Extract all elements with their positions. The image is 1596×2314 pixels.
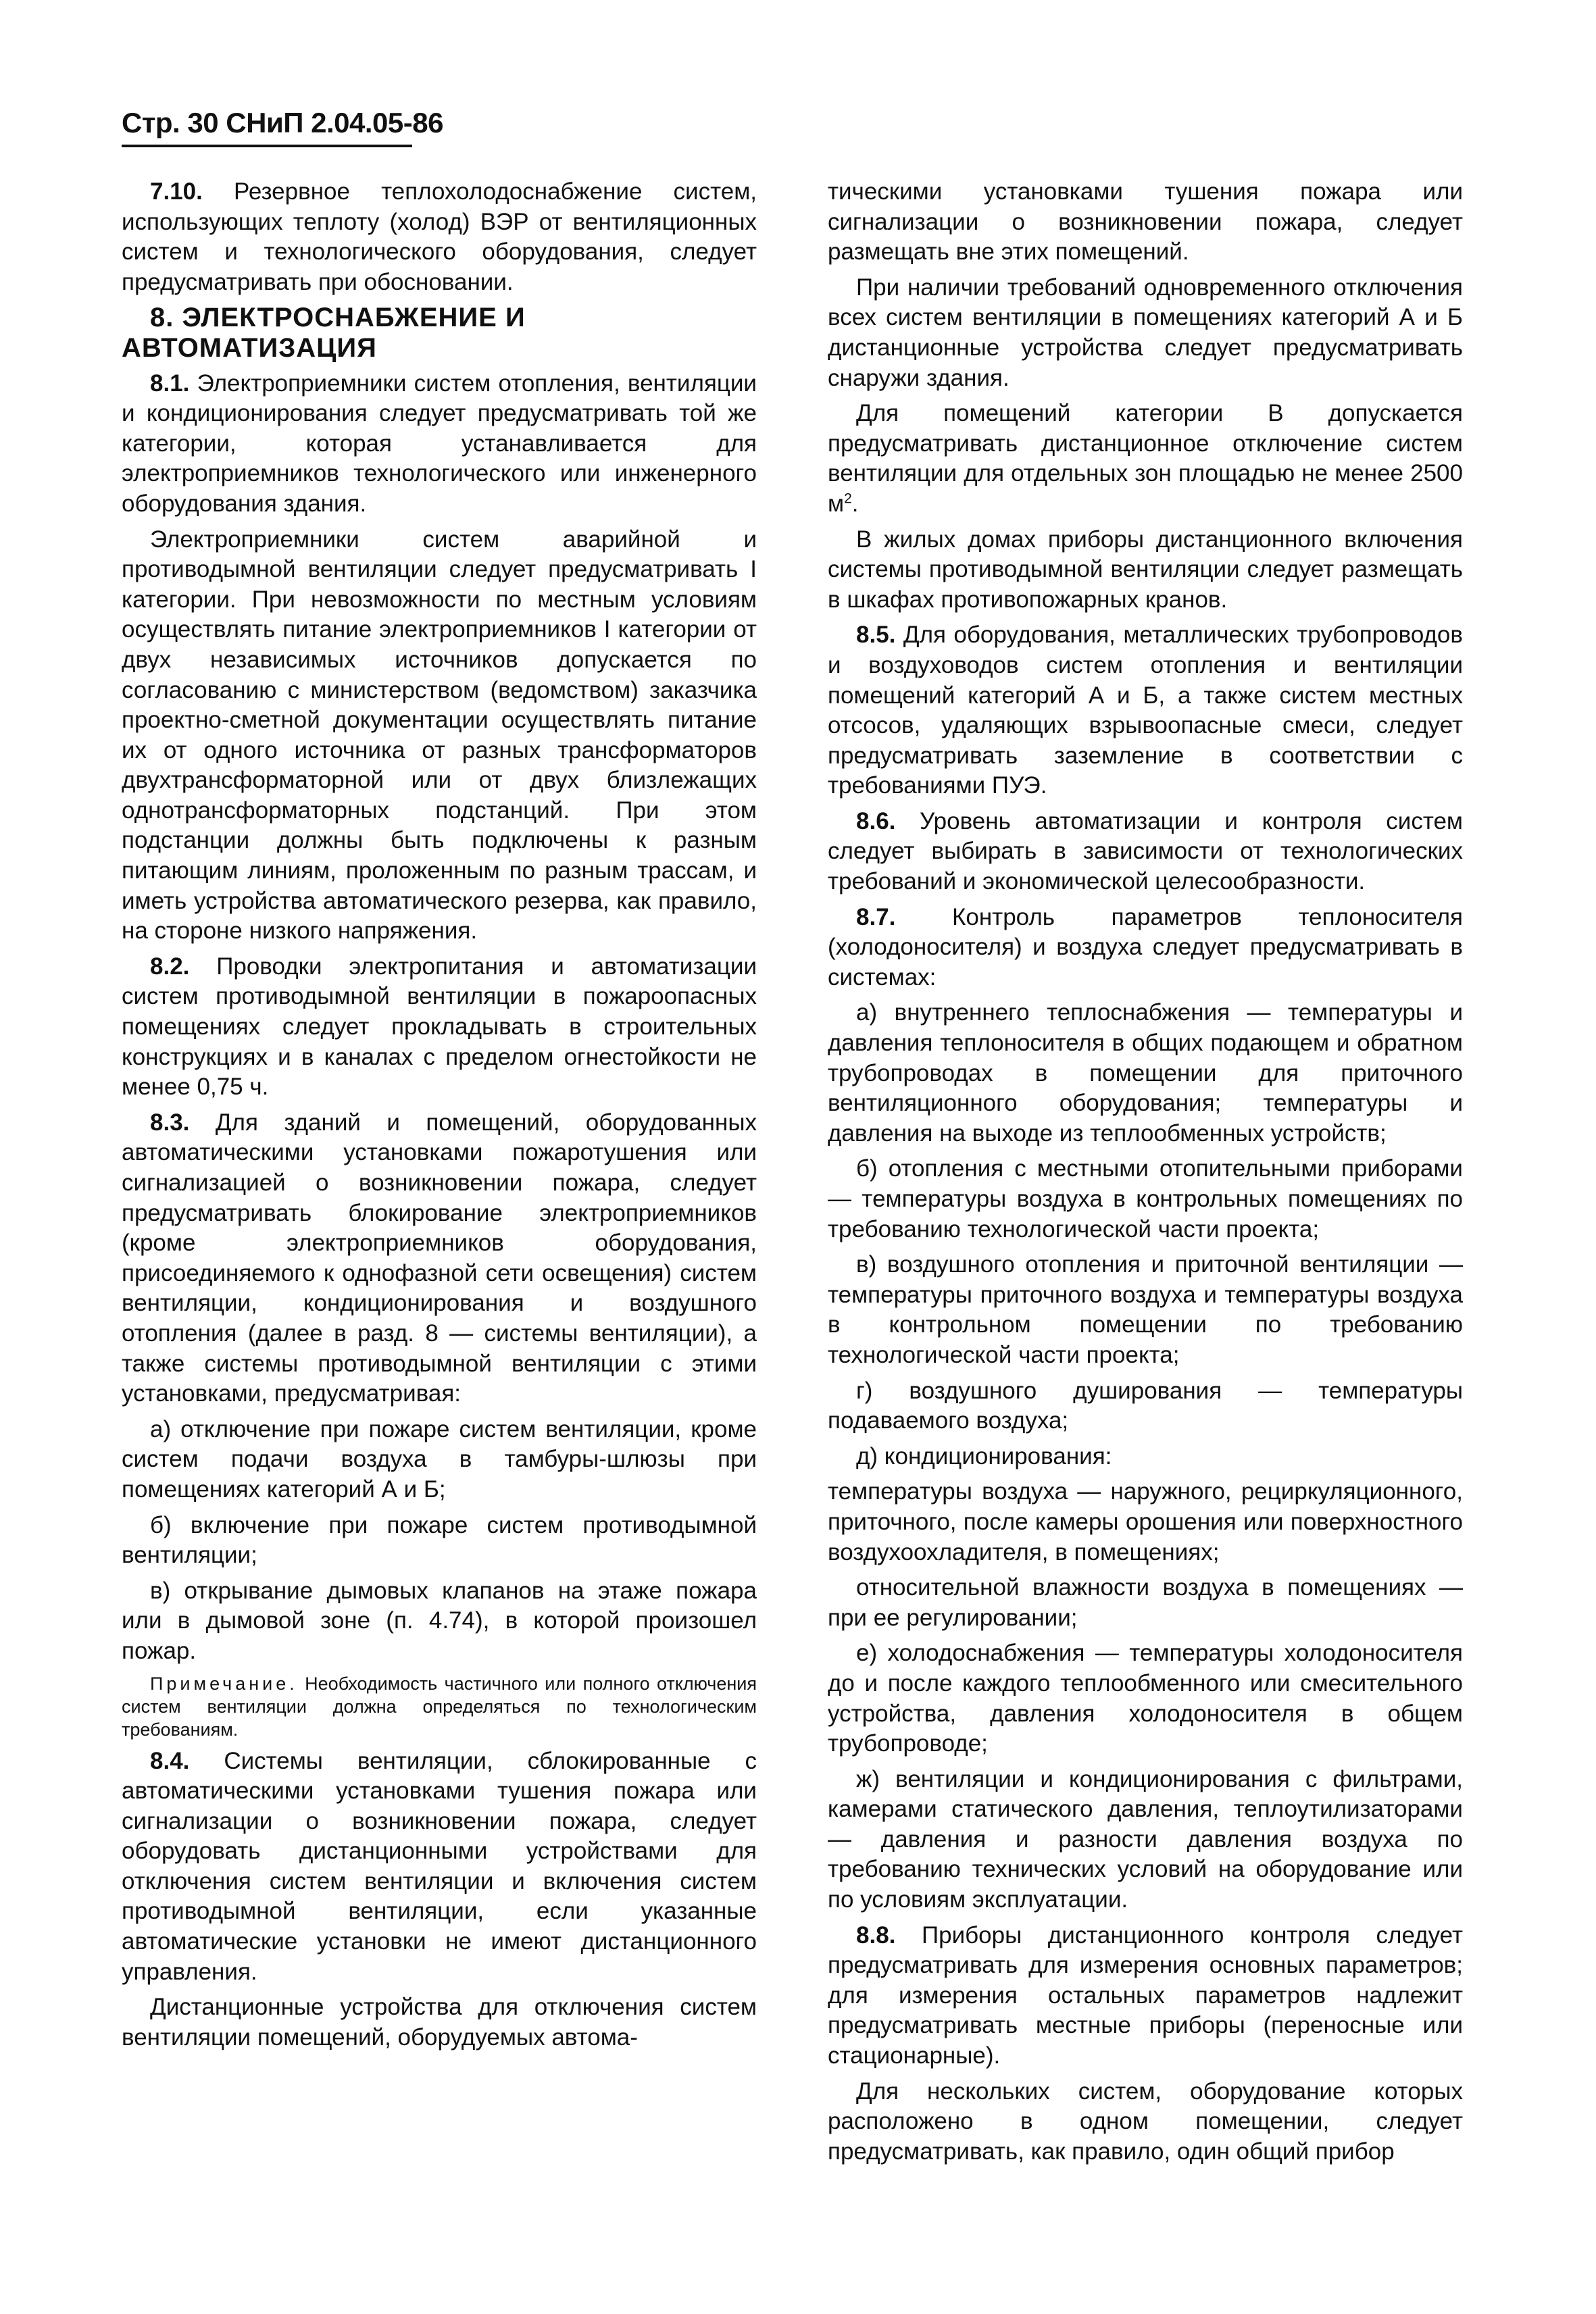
paragraph: В жилых домах приборы дистанционного включения системы противодымной вентиляции следует размещать в шкафах противопожарных кранов. xyxy=(828,526,1463,613)
header-rule xyxy=(122,145,412,147)
superscript: 2 xyxy=(844,491,852,507)
paragraph-text: Контроль параметров теплоносителя (холодоносителя) и воздуха следует предусматривать в системах: xyxy=(828,903,1463,990)
paragraph-8-4-b: Дистанционные устройства для отключения систем вентиляции помещений, оборудуемых автома- xyxy=(122,1994,757,2051)
paragraph-text: Для помещений категории В допускается предусматривать дистанционное отключение систем вентиляции для отдельных зон площадью не менее 2500 м xyxy=(828,400,1463,517)
paragraph: При наличии требований одновременного отключения всех систем вентиляции в помещениях категорий А и Б дистанционные устройства следует предусматривать снаружи здания. xyxy=(828,274,1463,391)
paragraph-text: Электроприемники систем отопления, вентиляции и кондиционирования следует предусматривать той же категории, которая устанавливается для электроприемников технологического или инженерного оборудования здания. xyxy=(122,370,757,517)
paragraph-text: Для зданий и помещений, оборудованных автоматическими установками пожаротушения или сигнализацией о возникновении пожара, следует предусматривать блокирование электроприемников (кроме электроприемников оборудования, присоединяемого к однофазной сети освещения) систем вентиляции, кондиционирования и воздушного отопления (далее в разд. 8 — системы вентиляции), а также системы противодымной вентиляции с этими установками, предусматривая: xyxy=(122,1109,757,1407)
clause-number: 8.7. xyxy=(856,903,896,930)
note-text: Необходимость частичного или полного отключения систем вентиляции должна определяться по технологическим требованиям. xyxy=(122,1673,757,1740)
paragraph-7-10 xyxy=(122,177,757,297)
paragraph-8-5 xyxy=(828,620,1463,801)
clause-number: 8.6. xyxy=(856,807,896,834)
paragraph-8-1 xyxy=(122,369,757,520)
paragraph xyxy=(828,399,1463,519)
clause-number: 8.4. xyxy=(150,1747,190,1774)
list-item: д) кондиционирования: xyxy=(856,1442,1112,1469)
list-item: в) воздушного отопления и приточной вентиляции — температуры приточного воздуха и температуры воздуха в контрольном помещении по требованию технологической части проекта; xyxy=(828,1251,1463,1368)
paragraph-text: Системы вентиляции, сблокированные с автоматическими установками тушения пожара или сигнализации о возникновении пожара, следует оборудовать дистанционными устройствами для отключения систем вентиляции и включения систем противодымной вентиляции, если указанные автоматические установки не имеют дистанционного управления. xyxy=(122,1747,757,1985)
list-subitem: относительной влажности воздуха в помещениях — при ее регулировании; xyxy=(828,1574,1463,1631)
paragraph-text: . xyxy=(851,490,859,517)
note-label: Примечание. xyxy=(150,1673,298,1694)
note xyxy=(122,1672,757,1741)
list-item: ж) вентиляции и кондиционирования с фильтрами, камерами статического давления, теплоутилизаторами — давления и разности давления воздуха по требованию технических условий на оборудование или по условиям эксплуатации. xyxy=(828,1765,1463,1913)
section-title: 8. ЭЛЕКТРОСНАБЖЕНИЕ И АВТОМАТИЗАЦИЯ xyxy=(122,303,526,363)
clause-number: 7.10. xyxy=(150,178,203,205)
paragraph-8-2 xyxy=(122,952,757,1103)
clause-number: 8.5. xyxy=(856,622,896,649)
paragraph-text: Приборы дистанционного контроля следует предусматривать для измерения основных параметров; для измерения остальных параметров надлежит предусматривать местные приборы (переносные или стационарные). xyxy=(828,1921,1464,2069)
list-item: е) холодоснабжения — температуры холодоносителя до и после каждого теплообменного или смесительного устройства, давления холодоносителя в общем трубопроводе; xyxy=(828,1640,1463,1757)
right-column xyxy=(828,177,1463,2172)
paragraph-text: Уровень автоматизации и контроля систем следует выбирать в зависимости от технологических требований и экономической целесообразности. xyxy=(828,807,1463,895)
paragraph-text: Для оборудования, металлических трубопроводов и воздуховодов систем отопления и вентиляции помещений категорий А и Б, а также систем местных отсосов, удаляющих взрывоопасные смеси, следует предусматривать заземление в соответствии с требованиями ПУЭ. xyxy=(828,622,1463,799)
paragraph-8-6 xyxy=(828,807,1463,897)
clause-number: 8.8. xyxy=(856,1921,896,1948)
list-item: а) отключение при пожаре систем вентиляции, кроме систем подачи воздуха в тамбуры-шлюзы при помещениях категорий А и Б; xyxy=(122,1415,757,1503)
paragraph-text: Проводки электропитания и автоматизации систем противодымной вентиляции в пожароопасных помещениях следует прокладывать в строительных конструкциях и в каналах с пределом огнестойкости не менее 0,75 ч. xyxy=(122,953,757,1101)
left-column xyxy=(122,177,757,2058)
paragraph-8-4 xyxy=(122,1746,757,1988)
paragraph-8-8-b: Для нескольких систем, оборудование которых расположено в одном помещении, следует предусматривать, как правило, один общий прибор xyxy=(828,2078,1463,2165)
page-header: Стр. 30 СНиП 2.04.05-86 xyxy=(122,107,443,139)
paragraph-8-1-b: Электроприемники систем аварийной и противодымной вентиляции следует предусматривать I категории. При невозможности по местным условиям осуществлять питание электроприемников I категории от двух независимых источников допускается по согласованию с министерством (ведомством) заказчика проектно-сметной документации осуществлять питание их от одного источника от разных трансформаторов двухтрансформаторной или от двух близлежащих однотрансформаторных подстанций. При этом подстанции должны быть подключены к разным питающим линиям, проложенным по разным трассам, и иметь устройства автоматического резерва, как правило, на стороне низкого напряжения. xyxy=(122,526,757,945)
list-item: а) внутреннего теплоснабжения — температуры и давления теплоносителя в общих подающем и обратном трубопроводах в помещении для приточного вентиляционного оборудования; температуры и давления на выходе из теплообменных устройств; xyxy=(828,999,1463,1147)
paragraph-8-3 xyxy=(122,1108,757,1409)
paragraph-8-8 xyxy=(828,1921,1463,2071)
paragraph-continued: тическими установками тушения пожара или сигнализации о возникновении пожара, следует размещать вне этих помещений. xyxy=(828,178,1463,266)
clause-number: 8.2. xyxy=(150,953,190,980)
clause-number: 8.3. xyxy=(150,1109,190,1136)
list-item: г) воздушного душирования — температуры подаваемого воздуха; xyxy=(828,1377,1463,1434)
paragraph-8-7 xyxy=(828,903,1463,993)
paragraph-text: Резервное теплохолодоснабжение систем, использующих теплоту (холод) ВЭР от вентиляционных систем и технологического оборудования, следует предусматривать при обосновании. xyxy=(122,178,757,295)
list-subitem: температуры воздуха — наружного, рециркуляционного, приточного, после камеры орошения или поверхностного воздухоохладителя, в помещениях; xyxy=(828,1478,1463,1565)
list-item: в) открывание дымовых клапанов на этаже пожара или в дымовой зоне (п. 4.74), в которой произошел пожар. xyxy=(122,1577,757,1664)
list-item: б) отопления с местными отопительными приборами — температуры воздуха в контрольных помещениях по требованию технологической части проекта; xyxy=(828,1155,1463,1242)
list-item: б) включение при пожаре систем противодымной вентиляции; xyxy=(122,1511,757,1569)
clause-number: 8.1. xyxy=(150,370,190,397)
